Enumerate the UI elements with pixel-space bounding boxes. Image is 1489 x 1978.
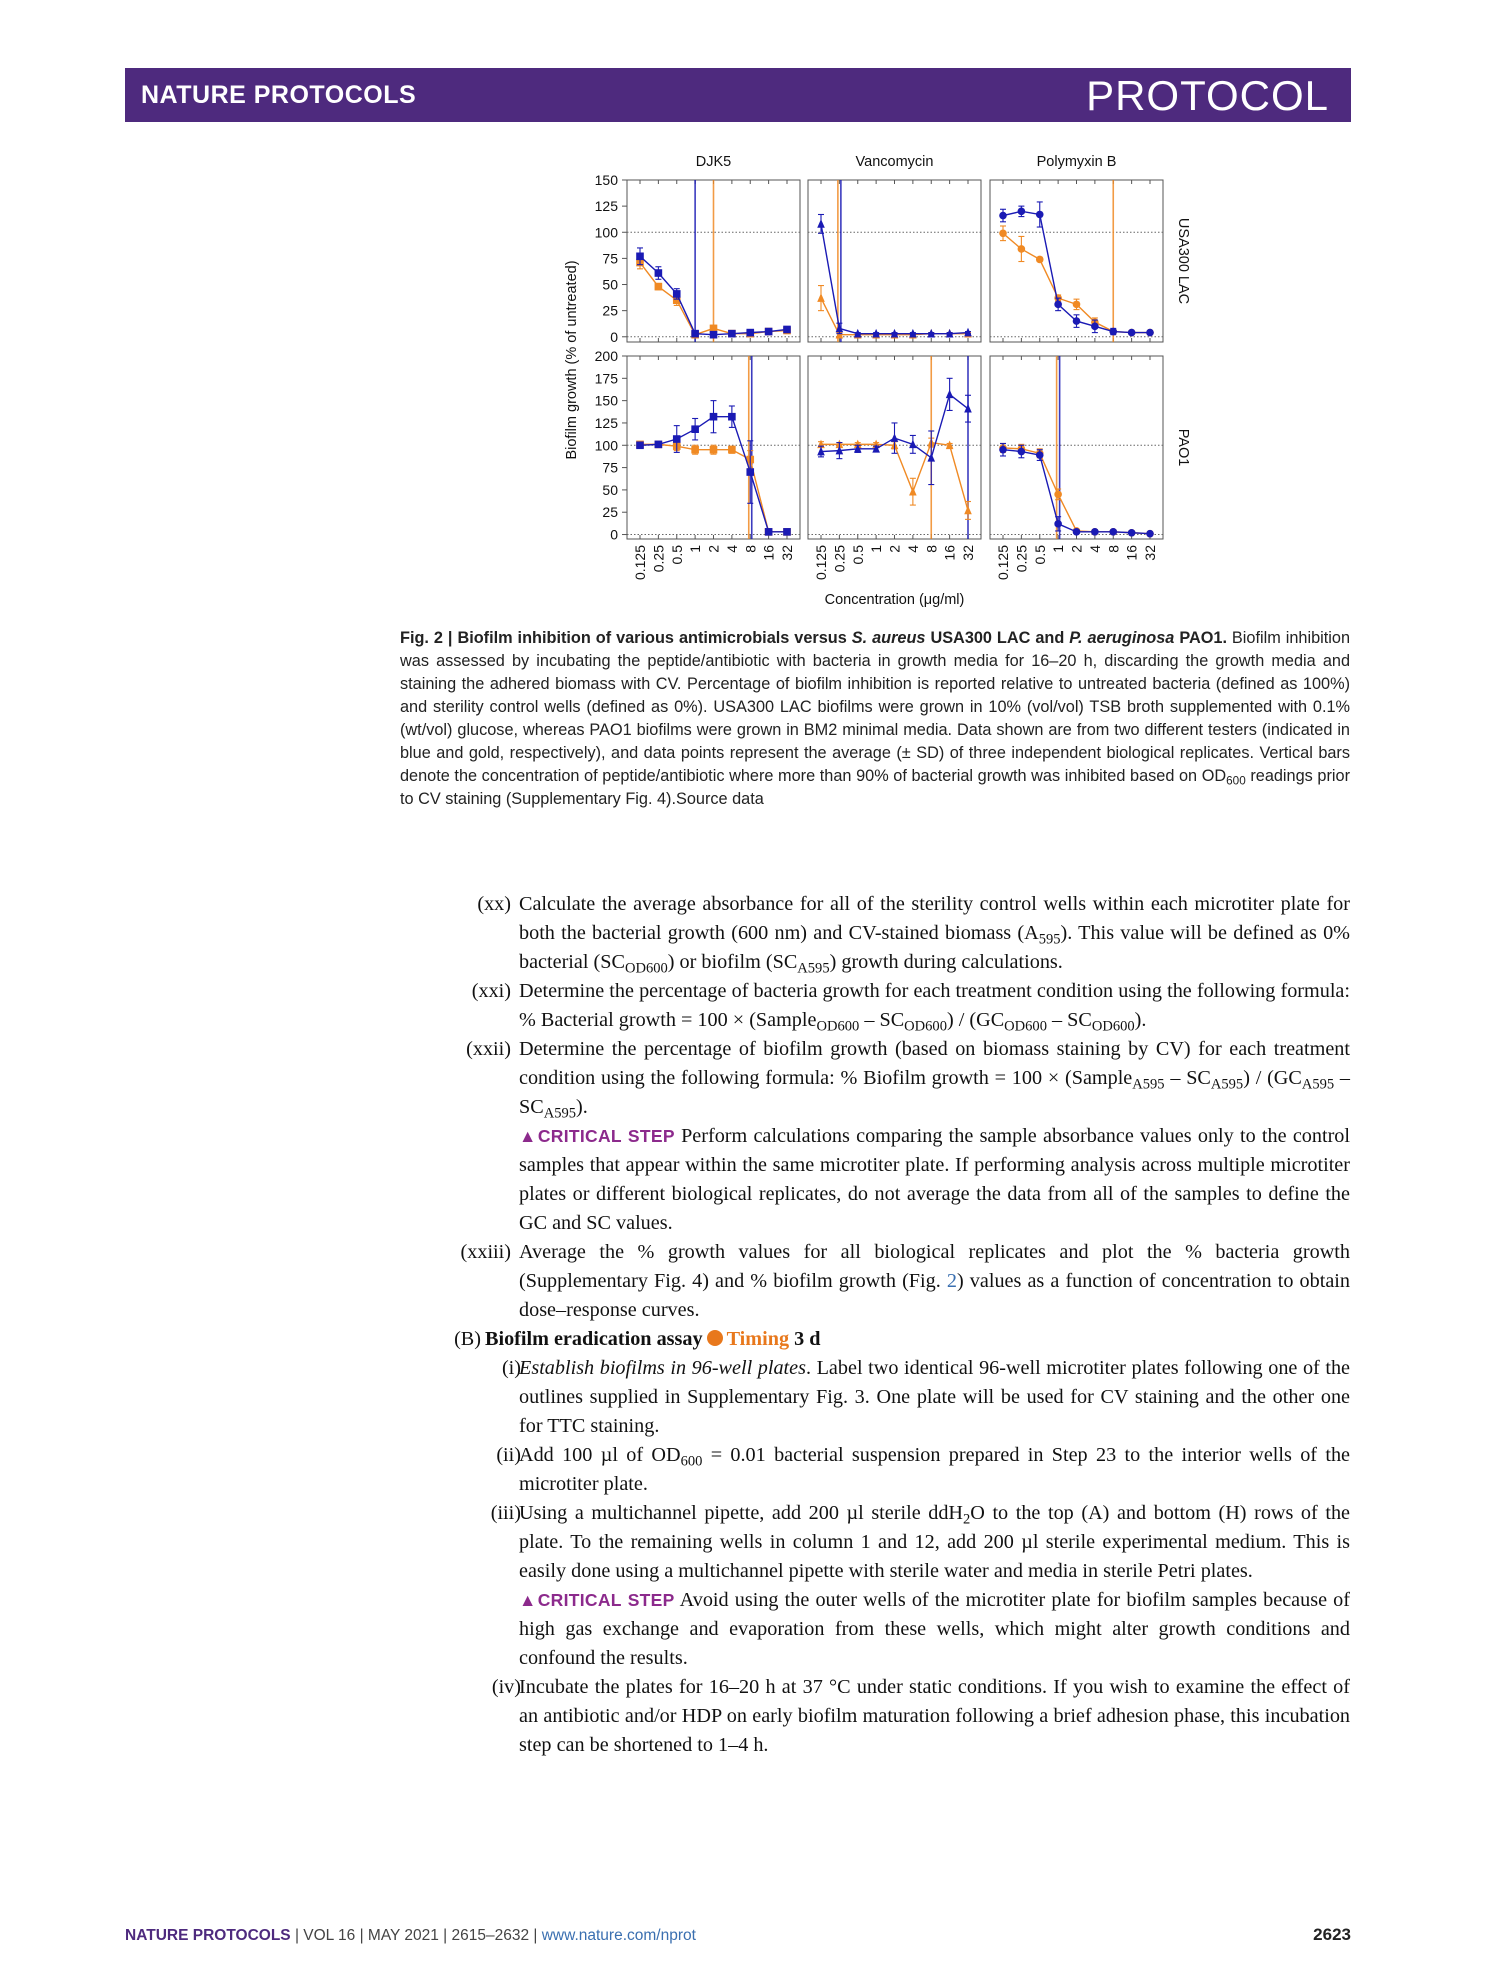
step-xxiii: (xxiii) Average the % growth values for all biological replicates and plot the % bacteria growth (Supplementary Fig. 4) and % biofilm growth (Fig. 2) values as a function of concentration to obtain dose–response curves. [460,1241,1350,1321]
journal-name: NATURE PROTOCOLS [141,81,417,109]
data-point-blue [636,441,644,449]
x-tick-label: 0.125 [632,545,648,581]
data-point-gold [655,283,663,291]
figure-caption: Fig. 2 | Biofilm inhibition of various antimicrobials versus S. aureus USA300 LAC and P. aeruginosa PAO1. Biofilm inhibition was assessed by incubating the peptide/antibiotic with bacteria in growth media for 16–20 h, discarding the growth media and staining the adhered biomass with CV. Percentage of biofilm inhibition is reported relative to untreated bacteria (defined as 100%) and sterility control wells (defined as 0%). USA300 LAC biofilms were grown in 10% (vol/vol) TSB broth supplemented with 0.1% (wt/vol) glucose, whereas PAO1 biofilms were grown in BM2 minimal media. Data shown are from two different testers (indicated in blue and gold, respectively), and data points represent the average (± SD) of three independent biological replicates. Vertical bars denote the concentration of peptide/antibiotic where more than 90% of bacterial growth was inhibited based on $OD_{600}$ readings prior to CV staining (Supplementary Fig. 4).Source data [400,629,1350,808]
section-label: PROTOCOL [1086,72,1329,119]
data-point-blue [746,468,754,476]
data-point-blue [636,252,644,260]
data-point-blue [783,326,791,334]
row-title: USA300 LAC [1175,217,1191,305]
data-point-blue [783,528,791,536]
data-point-blue [1054,520,1062,528]
y-tick-label: 50 [602,481,618,498]
data-point-blue [1091,323,1099,331]
data-point-blue [655,269,663,277]
data-point-blue [691,425,699,433]
data-point-blue [1073,317,1081,325]
y-tick-label: 150 [594,392,618,409]
x-tick-label: 4 [904,545,921,553]
data-point-blue [1018,448,1026,456]
footer-issue: | VOL 16 | MAY 2021 | 2615–2632 | [290,1927,542,1944]
step-xxii: (xxii) Determine the percentage of biofilm growth (based on biomass staining by CV) for each treatment condition using the following formula: % Biofilm growth = 100 × (Sample$_{A595}$ – $SC_{A595}) / (GC_{A595} - SC_{A595})$. [466,1038,1351,1122]
data-point-gold [999,230,1007,238]
y-tick-label: 150 [594,172,618,188]
data-point-blue [1146,530,1154,538]
section-b-heading: (B) Biofilm eradication assay Timing 3 d [454,1328,821,1350]
column-title: Vancomycin [855,154,934,170]
step-xx: (xx) Calculate the average absorbance for all of the sterility control wells within each microtiter plate for both the bacterial growth (600 nm) and CV-stained biomass $(A_{595})$. This value will be defined as 0% bacterial $(SC_{OD600})$ or biofilm $(SC_{A595})$ growth during calculations. [477,893,1350,977]
footer-url[interactable]: www.nature.com/nprot [541,1927,696,1944]
x-axis-label: Concentration (μg/ml) [824,592,965,608]
step-iv: (iv) Incubate the plates for 16–20 h at 37 °C under static conditions. If you wish to examine the effect of an antibiotic and/or HDP on early biofilm maturation following a brief adhesion phase, this incubation step can be shortened to 1–4 h. [491,1676,1350,1756]
page-header [125,68,1351,122]
data-point-blue [999,212,1007,220]
x-tick-label: 0.125 [995,545,1011,581]
column-title: Polymyxin B [1036,154,1117,170]
x-tick-label: 0.25 [1013,545,1030,573]
y-tick-label: 0 [610,328,618,345]
y-tick-label: 200 [594,348,618,364]
data-point-blue [1018,208,1026,216]
y-tick-label: 100 [594,437,618,454]
data-point-blue [765,328,773,336]
data-point-blue [1128,329,1136,337]
y-tick-label: 0 [610,526,618,543]
data-point-blue [673,290,681,298]
data-point-blue [999,446,1007,454]
data-point-blue [1036,211,1044,219]
y-tick-label: 75 [602,459,618,476]
data-point-blue [710,331,718,339]
data-point-blue [728,413,736,421]
data-point-gold [909,487,917,496]
x-tick-label: 16 [941,545,958,561]
panel-frame [990,356,1163,539]
footer-journal: NATURE PROTOCOLS [125,1927,291,1944]
x-tick-label: 0.25 [831,545,848,573]
data-point-blue [1091,528,1099,536]
y-tick-label: 75 [602,250,618,267]
panel-frame [808,180,981,342]
data-point-blue [817,219,825,228]
x-tick-label: 16 [1123,545,1140,561]
y-tick-label: 25 [602,504,618,521]
y-tick-label: 50 [602,276,618,293]
protocol-steps [445,890,1350,1760]
timing-icon [707,1330,723,1346]
y-tick-label: 100 [594,224,618,241]
x-tick-label: 2 [1068,545,1085,553]
figure-link[interactable]: 2 [946,1270,957,1292]
data-point-blue [710,413,718,421]
data-point-gold [817,293,825,302]
data-point-blue [746,329,754,337]
step-ii: (ii) Add 100 µl of $OD_{600} = 0.01$ bacterial suspension prepared in Step 23 to the interior wells of the microtiter plate. [496,1444,1350,1495]
data-point-blue [655,441,663,449]
y-tick-label: 175 [594,370,618,387]
data-point-blue [1073,528,1081,536]
page-number: 2623 [1313,1925,1351,1944]
data-point-gold [710,446,718,454]
caption-label: Fig. 2 | [400,629,453,647]
x-tick-label: 2 [886,545,903,553]
x-tick-label: 32 [1142,545,1158,561]
x-tick-label: 0.5 [1031,545,1048,565]
data-point-blue [1054,301,1062,309]
critical-step-1: ▲CRITICAL STEP Perform calculations comparing the sample absorbance values only to the control samples that appear within the same microtiter plate. If performing analysis across multiple microtiter plates or different biological replicates, do not average the data from all of the samples to define the GC and SC values. [519,1125,1351,1234]
data-point-blue [927,453,935,462]
x-tick-label: 0.5 [668,545,685,565]
column-title: DJK5 [695,154,732,170]
data-point-blue [1109,528,1117,536]
y-tick-label: 25 [602,302,618,319]
critical-step-label: ▲CRITICAL STEP [519,1590,675,1610]
data-point-gold [964,506,972,515]
x-tick-label: 1 [687,545,704,553]
x-tick-label: 4 [1086,545,1103,553]
critical-step-2: ▲CRITICAL STEP Avoid using the outer wells of the microtiter plate for biofilm samples because of high gas exchange and evaporation from these wells, which might alter growth conditions and confound the results. [519,1589,1350,1669]
critical-step-label: ▲CRITICAL STEP [519,1126,675,1146]
page-footer [125,1927,696,1945]
data-point-gold [1018,245,1026,253]
data-point-gold [691,446,699,454]
step-xxi: (xxi) Determine the percentage of bacteria growth for each treatment condition using the following formula: % Bacterial growth = 100 × (Sample$_{OD600}$ – $SC_{OD600}) / (GC_{OD600} - SC_{OD600})$. [471,980,1350,1035]
data-point-gold [1036,256,1044,264]
y-axis-label: Biofilm growth (% of untreated) [564,260,580,460]
data-point-blue [891,433,899,442]
y-tick-label: 125 [594,414,618,431]
data-point-blue [691,330,699,338]
data-point-blue [1109,328,1117,336]
biofilm-chart [440,148,1200,613]
caption-body: Biofilm inhibition was assessed by incubating the peptide/antibiotic with bacteria in growth media for 16–20 h, discarding the growth media and staining the adhered biomass with CV. Percentage of biofilm inhibition is reported relative to untreated bacteria (defined as 100%) and sterility control wells (defined as 0%). USA300 LAC biofilms were grown in 10% (vol/vol) TSB broth supplemented with 0.1% (wt/vol) glucose, whereas PAO1 biofilms were grown in BM2 minimal media. Data shown are from two different testers (indicated in blue and gold, respectively), and data points represent the average (± SD) of three independent biological replicates. Vertical bars denote the concentration of peptide/antibiotic where more than 90% of bacterial growth was inhibited based on OD [400,629,1350,785]
data-point-blue [1146,329,1154,337]
data-point-blue [765,528,773,536]
x-tick-label: 0.125 [813,545,829,581]
x-tick-label: 4 [723,545,740,553]
data-point-gold [1073,301,1081,309]
data-point-blue [964,404,972,413]
data-point-blue [946,390,954,399]
caption-title: Biofilm inhibition of various antimicrobials versus S. aureus USA300 LAC and P. aeruginosa PAO1. [457,629,1227,647]
data-point-gold [728,446,736,454]
x-tick-label: 2 [705,545,722,553]
x-tick-label: 1 [868,545,885,553]
data-point-gold [1054,491,1062,499]
data-point-blue [1036,451,1044,459]
series-line-blue [821,224,968,334]
x-tick-label: 0.25 [650,545,667,573]
x-tick-label: 0.5 [849,545,866,565]
x-tick-label: 32 [779,545,795,561]
step-iii: (iii) Using a multichannel pipette, add 200 µl sterile ddH$_2$O to the top (A) and bottom (H) rows of the plate. To the remaining wells in column 1 and 12, add 200 µl sterile experimental medium. This is easily done using a multichannel pipette with sterile water and media in sterile Petri plates. [490,1502,1350,1582]
row-title: PAO1 [1175,428,1191,467]
x-tick-label: 8 [742,545,759,553]
y-tick-label: 125 [594,198,618,215]
x-tick-label: 8 [1105,545,1122,553]
series-line-gold [1003,448,1150,534]
x-tick-label: 16 [760,545,777,561]
x-tick-label: 1 [1050,545,1067,553]
x-tick-label: 32 [960,545,976,561]
data-point-blue [673,435,681,443]
x-tick-label: 8 [923,545,940,553]
step-i: (i) Establish biofilms in 96-well plates. Label two identical 96-well microtiter plates following one of the outlines supplied in Supplementary Fig. 3. One plate will be used for CV staining and the other one for TTC staining. [501,1357,1350,1437]
series-line-blue [1003,450,1150,534]
data-point-blue [1128,529,1136,537]
data-point-blue [728,330,736,338]
